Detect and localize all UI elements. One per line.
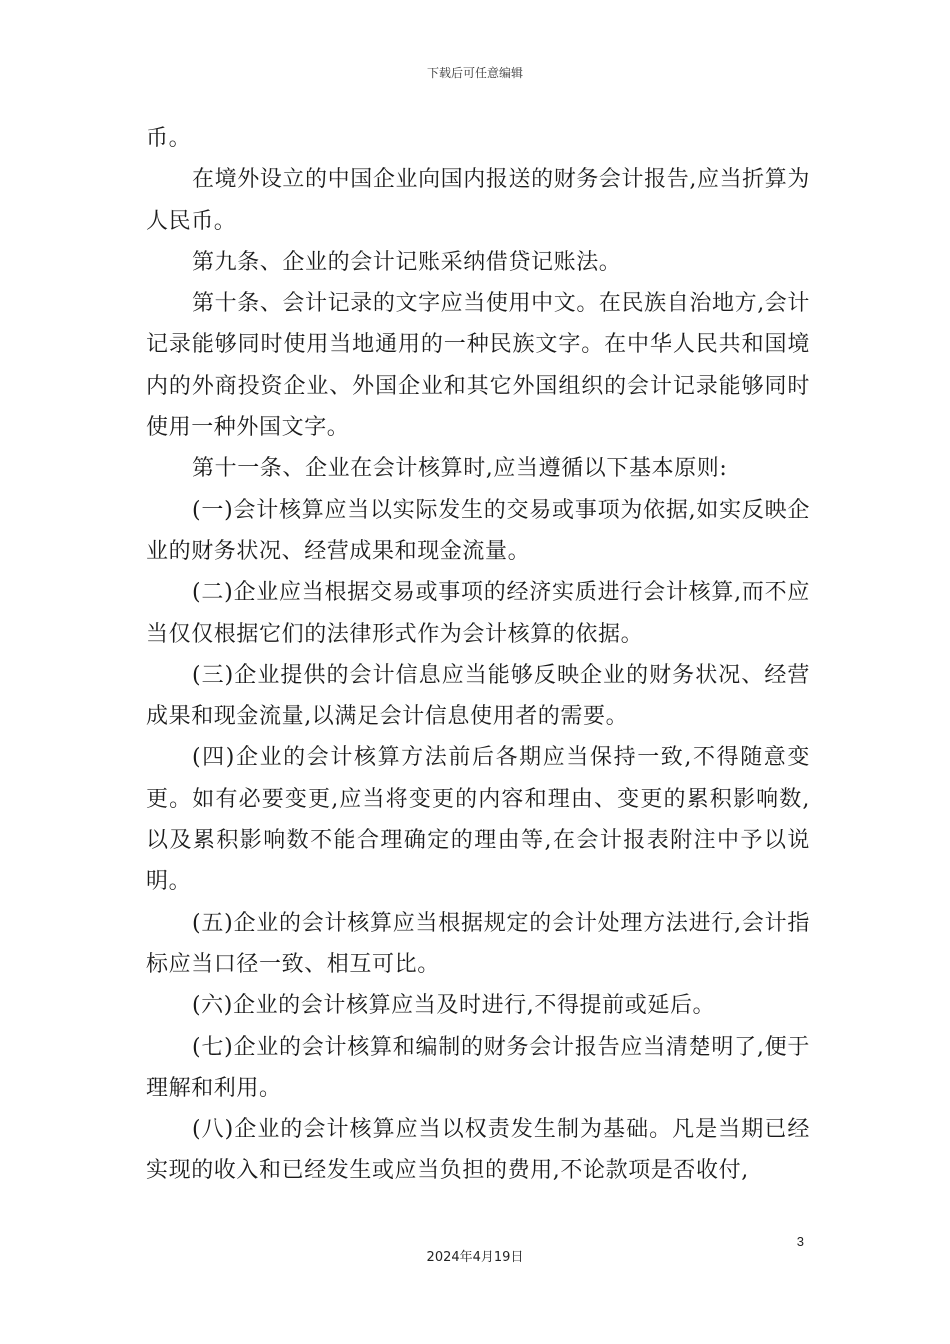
- paragraph-8: (三)企业提供的会计信息应当能够反映企业的财务状况、经营成果和现金流量,以满足会计信息使用者的需要。: [146, 662, 810, 730]
- paragraph-1: 币。: [146, 126, 192, 151]
- paragraph-3: 第九条、企业的会计记账采纳借贷记账法。: [192, 249, 622, 275]
- paragraph-6: (一)会计核算应当以实际发生的交易或事项为依据,如实反映企业的财务状况、经营成果和现金流量。: [146, 497, 810, 564]
- paragraph-9: (四)企业的会计核算方法前后各期应当保持一致,不得随意变更。如有必要变更,应当将变更的内容和理由、变更的累积影响数,以及累积影响数不能合理确定的理由等,在会计报表附注中予以说明。: [146, 745, 810, 895]
- page-number: 3: [796, 1234, 804, 1249]
- paragraph-10: (五)企业的会计核算应当根据规定的会计处理方法进行,会计指标应当口径一致、相互可比。: [146, 910, 810, 977]
- footer-date: 2024年4月19日: [426, 1250, 524, 1265]
- page-header: 下载后可任意编辑: [426, 66, 523, 80]
- paragraph-4: 第十条、会计记录的文字应当使用中文。在民族自治地方,会计记录能够同时使用当地通用的一种民族文字。在中华人民共和国境内的外商投资企业、外国企业和其它外国组织的会计记录能够同时使用一种外国文字。: [146, 291, 810, 441]
- document-body: [146, 118, 810, 1192]
- paragraph-11: (六)企业的会计核算应当及时进行,不得提前或延后。: [192, 993, 716, 1019]
- paragraph-5: 第十一条、企业在会计核算时,应当遵循以下基本原则:: [192, 456, 728, 482]
- paragraph-7: (二)企业应当根据交易或事项的经济实质进行会计核算,而不应当仅仅根据它们的法律形式作为会计核算的依据。: [146, 580, 810, 647]
- paragraph-13: (八)企业的会计核算应当以权责发生制为基础。凡是当期已经实现的收入和已经发生或应当负担的费用,不论款项是否收付,: [146, 1117, 810, 1184]
- paragraph-2: 在境外设立的中国企业向国内报送的财务会计报告,应当折算为人民币。: [146, 167, 810, 234]
- paragraph-12: (七)企业的会计核算和编制的财务会计报告应当清楚明了,便于理解和利用。: [146, 1034, 810, 1101]
